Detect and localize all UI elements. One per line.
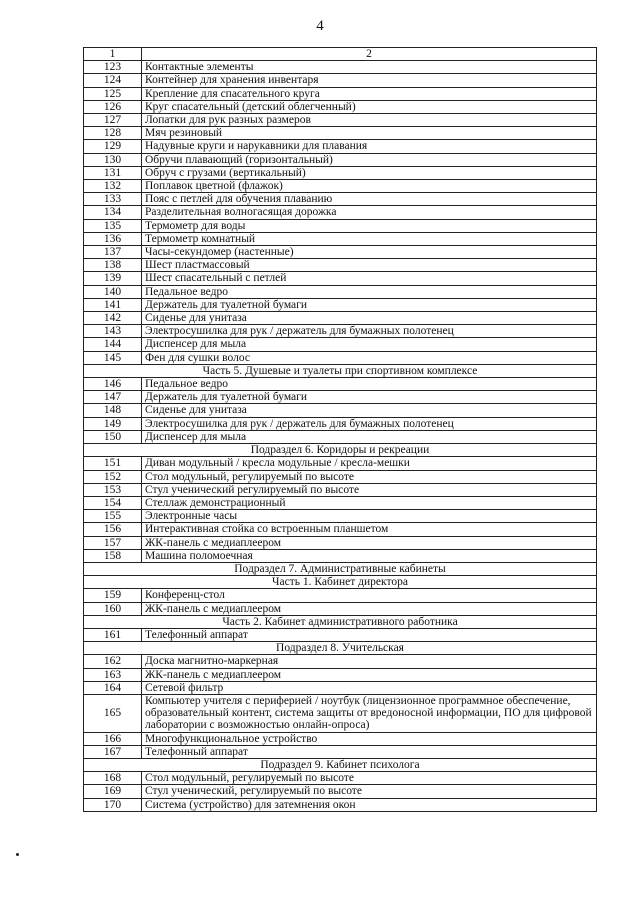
row-number: 160 (84, 602, 142, 615)
table-row (84, 510, 597, 523)
row-item-name: Интерактивная стойка со встроенным планшетом (142, 523, 597, 536)
row-number: 152 (84, 470, 142, 483)
row-number: 159 (84, 589, 142, 602)
row-item-name: Сиденье для унитаза (142, 404, 597, 417)
row-item-name: Надувные круги и нарукавники для плавания (142, 140, 597, 153)
row-item-name: Электронные часы (142, 510, 597, 523)
table-row (84, 745, 597, 758)
table-row (84, 338, 597, 351)
row-item-name: Термометр комнатный (142, 232, 597, 245)
row-item-name: Пояс с петлей для обучения плаванию (142, 193, 597, 206)
table-row (84, 404, 597, 417)
row-number: 137 (84, 246, 142, 259)
row-number: 154 (84, 496, 142, 509)
table-row (84, 549, 597, 562)
table-row (84, 298, 597, 311)
row-number: 134 (84, 206, 142, 219)
section-title: Подраздел 8. Учительская (84, 642, 597, 655)
row-item-name: Педальное ведро (142, 285, 597, 298)
row-number: 142 (84, 312, 142, 325)
table-row (84, 193, 597, 206)
table-row (84, 206, 597, 219)
table-row (84, 430, 597, 443)
row-number: 169 (84, 785, 142, 798)
table-row (84, 351, 597, 364)
row-item-name: Держатель для туалетной бумаги (142, 298, 597, 311)
row-item-name: Система (устройство) для затемнения окон (142, 798, 597, 811)
table-row (84, 681, 597, 694)
table-row (84, 536, 597, 549)
table-row (84, 140, 597, 153)
row-number: 145 (84, 351, 142, 364)
row-number: 123 (84, 61, 142, 74)
row-item-name: Разделительная волногасящая дорожка (142, 206, 597, 219)
table-row (84, 628, 597, 641)
table-row (84, 166, 597, 179)
header-col-number: 1 (84, 48, 142, 61)
table-row (84, 259, 597, 272)
table-row (84, 457, 597, 470)
table-row (84, 232, 597, 245)
row-number: 143 (84, 325, 142, 338)
table-row (84, 391, 597, 404)
table-row (84, 87, 597, 100)
row-number: 147 (84, 391, 142, 404)
row-item-name: Диспенсер для мыла (142, 430, 597, 443)
section-title: Подраздел 9. Кабинет психолога (84, 758, 597, 771)
row-item-name: Конференц-стол (142, 589, 597, 602)
row-item-name: Многофункциональное устройство (142, 732, 597, 745)
table-row (84, 470, 597, 483)
row-item-name: Диспенсер для мыла (142, 338, 597, 351)
row-number: 161 (84, 628, 142, 641)
row-number: 138 (84, 259, 142, 272)
row-item-name: Фен для сушки волос (142, 351, 597, 364)
table-row (84, 417, 597, 430)
section-row (84, 562, 597, 575)
row-item-name: Электросушилка для рук / держатель для бумажных полотенец (142, 417, 597, 430)
row-item-name: Лопатки для рук разных размеров (142, 114, 597, 127)
row-number: 141 (84, 298, 142, 311)
row-number: 156 (84, 523, 142, 536)
table-row (84, 246, 597, 259)
row-number: 158 (84, 549, 142, 562)
table-row (84, 378, 597, 391)
table-row (84, 325, 597, 338)
row-number: 166 (84, 732, 142, 745)
row-number: 132 (84, 180, 142, 193)
row-number: 151 (84, 457, 142, 470)
row-item-name: Стул ученический, регулируемый по высоте (142, 785, 597, 798)
section-title: Часть 2. Кабинет административного работника (84, 615, 597, 628)
row-item-name: Сетевой фильтр (142, 681, 597, 694)
table-row (84, 694, 597, 732)
row-number: 168 (84, 772, 142, 785)
row-number: 164 (84, 681, 142, 694)
table-row (84, 523, 597, 536)
row-item-name: Машина поломоечная (142, 549, 597, 562)
row-item-name: Обруч с грузами (вертикальный) (142, 166, 597, 179)
table-row (84, 285, 597, 298)
row-item-name: Контактные элементы (142, 61, 597, 74)
row-number: 165 (84, 694, 142, 732)
row-item-name: Электросушилка для рук / держатель для бумажных полотенец (142, 325, 597, 338)
section-title: Подраздел 6. Коридоры и рекреации (84, 444, 597, 457)
table-row (84, 496, 597, 509)
row-number: 135 (84, 219, 142, 232)
row-item-name: Шест пластмассовый (142, 259, 597, 272)
table-row (84, 272, 597, 285)
row-number: 162 (84, 655, 142, 668)
table-row (84, 655, 597, 668)
row-item-name: Сиденье для унитаза (142, 312, 597, 325)
section-row (84, 642, 597, 655)
row-number: 130 (84, 153, 142, 166)
table-row (84, 180, 597, 193)
row-number: 146 (84, 378, 142, 391)
section-row (84, 444, 597, 457)
table-row (84, 589, 597, 602)
row-number: 170 (84, 798, 142, 811)
section-title: Часть 5. Душевые и туалеты при спортивном комплексе (84, 364, 597, 377)
table-row (84, 114, 597, 127)
row-number: 133 (84, 193, 142, 206)
row-number: 127 (84, 114, 142, 127)
row-item-name: ЖК-панель с медиаплеером (142, 536, 597, 549)
row-item-name: Шест спасательный с петлей (142, 272, 597, 285)
row-item-name: ЖК-панель с медиаплеером (142, 602, 597, 615)
table-row (84, 312, 597, 325)
row-item-name: Стол модульный, регулируемый по высоте (142, 470, 597, 483)
table-row (84, 100, 597, 113)
table-row (84, 732, 597, 745)
row-number: 148 (84, 404, 142, 417)
row-item-name: Крепление для спасательного круга (142, 87, 597, 100)
equipment-table (83, 47, 597, 812)
table-row (84, 219, 597, 232)
section-title: Часть 1. Кабинет директора (84, 576, 597, 589)
row-number: 157 (84, 536, 142, 549)
row-number: 163 (84, 668, 142, 681)
row-number: 139 (84, 272, 142, 285)
section-row (84, 576, 597, 589)
row-item-name: Стеллаж демонстрационный (142, 496, 597, 509)
table-header-row (84, 48, 597, 61)
section-row (84, 615, 597, 628)
row-number: 125 (84, 87, 142, 100)
row-item-name: Стол модульный, регулируемый по высоте (142, 772, 597, 785)
header-col-name: 2 (142, 48, 597, 61)
row-item-name: Телефонный аппарат (142, 628, 597, 641)
table-row (84, 127, 597, 140)
row-item-name: Педальное ведро (142, 378, 597, 391)
row-number: 153 (84, 483, 142, 496)
row-item-name: Доска магнитно-маркерная (142, 655, 597, 668)
row-item-name: Обручи плавающий (горизонтальный) (142, 153, 597, 166)
table-row (84, 668, 597, 681)
row-item-name: Стул ученический регулируемый по высоте (142, 483, 597, 496)
table-row (84, 602, 597, 615)
row-number: 155 (84, 510, 142, 523)
table-row (84, 74, 597, 87)
table-row (84, 483, 597, 496)
row-number: 124 (84, 74, 142, 87)
row-item-name: Часы-секундомер (настенные) (142, 246, 597, 259)
scan-mark (16, 853, 19, 856)
row-item-name: Контейнер для хранения инвентаря (142, 74, 597, 87)
row-number: 126 (84, 100, 142, 113)
table-row (84, 785, 597, 798)
row-number: 129 (84, 140, 142, 153)
table-body (84, 48, 597, 812)
row-item-name: ЖК-панель с медиаплеером (142, 668, 597, 681)
row-number: 128 (84, 127, 142, 140)
row-number: 131 (84, 166, 142, 179)
section-row (84, 758, 597, 771)
section-title: Подраздел 7. Административные кабинеты (84, 562, 597, 575)
section-row (84, 364, 597, 377)
row-number: 150 (84, 430, 142, 443)
row-number: 140 (84, 285, 142, 298)
page-number: 4 (316, 18, 324, 34)
row-item-name: Компьютер учителя с периферией / ноутбук (лицензионное программное обеспечение, образовательный контент, система защиты от вредоносной информации, ПО для цифровой лаборатории с возможностью онлайн-опроса) (142, 694, 597, 732)
table-row (84, 153, 597, 166)
row-item-name: Мяч резиновый (142, 127, 597, 140)
row-item-name: Поплавок цветной (флажок) (142, 180, 597, 193)
table-row (84, 61, 597, 74)
row-item-name: Термометр для воды (142, 219, 597, 232)
row-item-name: Держатель для туалетной бумаги (142, 391, 597, 404)
table-row (84, 798, 597, 811)
row-item-name: Круг спасательный (детский облегченный) (142, 100, 597, 113)
row-number: 144 (84, 338, 142, 351)
row-item-name: Диван модульный / кресла модульные / кресла-мешки (142, 457, 597, 470)
row-item-name: Телефонный аппарат (142, 745, 597, 758)
table-row (84, 772, 597, 785)
row-number: 149 (84, 417, 142, 430)
row-number: 136 (84, 232, 142, 245)
row-number: 167 (84, 745, 142, 758)
